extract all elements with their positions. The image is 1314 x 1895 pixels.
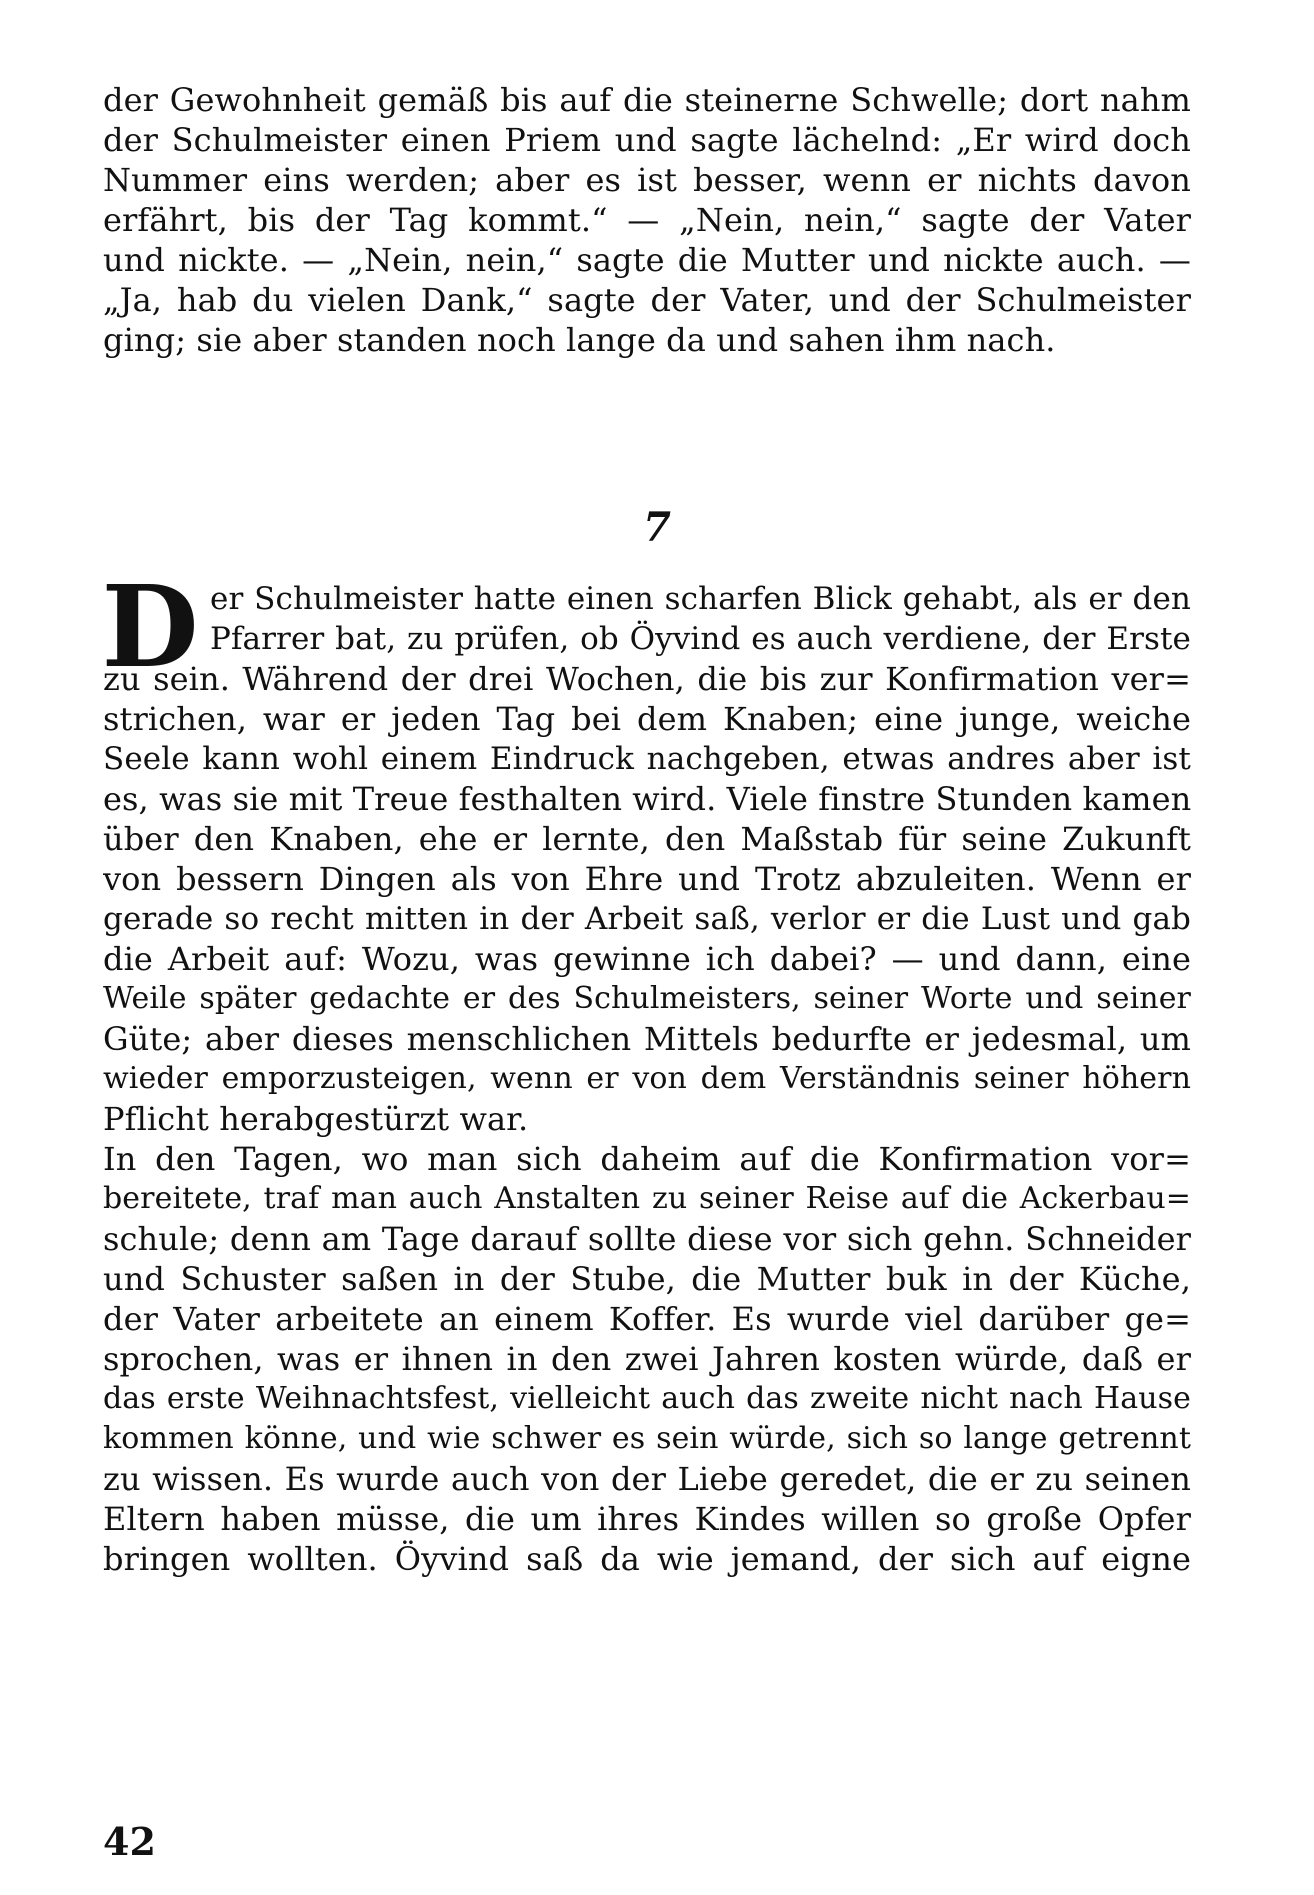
text-line: Weile später gedachte er des Schulmeisters, seiner Worte und seiner: [103, 981, 1191, 1016]
text-line: er Schulmeister hatte einen scharfen Blick gehabt, als er den: [210, 581, 1191, 617]
text-line: Pfarrer bat, zu prüfen, ob Öyvind es auch verdiene, der Erste: [210, 621, 1191, 657]
text-line: der Schulmeister einen Priem und sagte lächelnd: „Er wird doch: [103, 121, 1191, 159]
text-line: ging; sie aber standen noch lange da und sahen ihm nach.: [103, 321, 1056, 359]
text-line: erfährt, bis der Tag kommt.“ — „Nein, nein,“ sagte der Vater: [103, 201, 1191, 239]
text-line: bringen wollten. Öyvind saß da wie jemand, der sich auf eigne: [103, 1540, 1191, 1578]
text-line: schule; denn am Tage darauf sollte diese vor sich gehn. Schneider: [103, 1220, 1191, 1258]
text-line: die Arbeit auf: Wozu, was gewinne ich dabei? — und dann, eine: [103, 940, 1191, 978]
text-line: Seele kann wohl einem Eindruck nachgeben, etwas andres aber ist: [103, 741, 1191, 777]
text-line: es, was sie mit Treue festhalten wird. Viele finstre Stunden kamen: [103, 780, 1191, 818]
text-line: kommen könne, und wie schwer es sein würde, sich so lange getrennt: [103, 1421, 1191, 1456]
text-line: der Vater arbeitete an einem Koffer. Es wurde viel darüber ge=: [103, 1300, 1191, 1338]
text-line: sprochen, was er ihnen in den zwei Jahren kosten würde, daß er: [103, 1340, 1191, 1378]
text-line: strichen, war er jeden Tag bei dem Knaben; eine junge, weiche: [103, 700, 1191, 738]
text-line: In den Tagen, wo man sich daheim auf die Konfirmation vor=: [103, 1140, 1191, 1178]
text-line: über den Knaben, ehe er lernte, den Maßstab für seine Zukunft: [103, 820, 1191, 858]
text-line: wieder emporzusteigen, wenn er von dem Verständnis seiner höhern: [103, 1061, 1191, 1096]
text-line: das erste Weihnachtsfest, vielleicht auch das zweite nicht nach Hause: [103, 1381, 1191, 1416]
drop-cap: D: [101, 562, 199, 693]
text-line: gerade so recht mitten in der Arbeit saß, verlor er die Lust und gab: [103, 901, 1191, 937]
text-line: zu sein. Während der drei Wochen, die bis zur Konfirmation ver=: [103, 660, 1191, 698]
text-line: Güte; aber dieses menschlichen Mittels bedurfte er jedesmal, um: [103, 1020, 1191, 1058]
text-line: Pflicht herabgestürzt war.: [103, 1100, 529, 1138]
page-number: 42: [103, 1819, 156, 1864]
chapter-number: 7: [643, 504, 671, 551]
text-line: und Schuster saßen in der Stube, die Mutter buk in der Küche,: [103, 1260, 1191, 1298]
text-line: und nickte. — „Nein, nein,“ sagte die Mutter und nickte auch. —: [103, 241, 1191, 279]
text-line: Nummer eins werden; aber es ist besser, wenn er nichts davon: [103, 161, 1191, 199]
text-line: „Ja, hab du vielen Dank,“ sagte der Vater, und der Schulmeister: [103, 281, 1191, 319]
text-line: der Gewohnheit gemäß bis auf die steinerne Schwelle; dort nahm: [103, 81, 1191, 119]
text-line: zu wissen. Es wurde auch von der Liebe geredet, die er zu seinen: [103, 1460, 1191, 1498]
text-line: von bessern Dingen als von Ehre und Trotz abzuleiten. Wenn er: [103, 860, 1191, 898]
text-line: Eltern haben müsse, die um ihres Kindes willen so große Opfer: [103, 1500, 1191, 1538]
text-line: bereitete, traf man auch Anstalten zu seiner Reise auf die Ackerbau=: [103, 1181, 1191, 1216]
